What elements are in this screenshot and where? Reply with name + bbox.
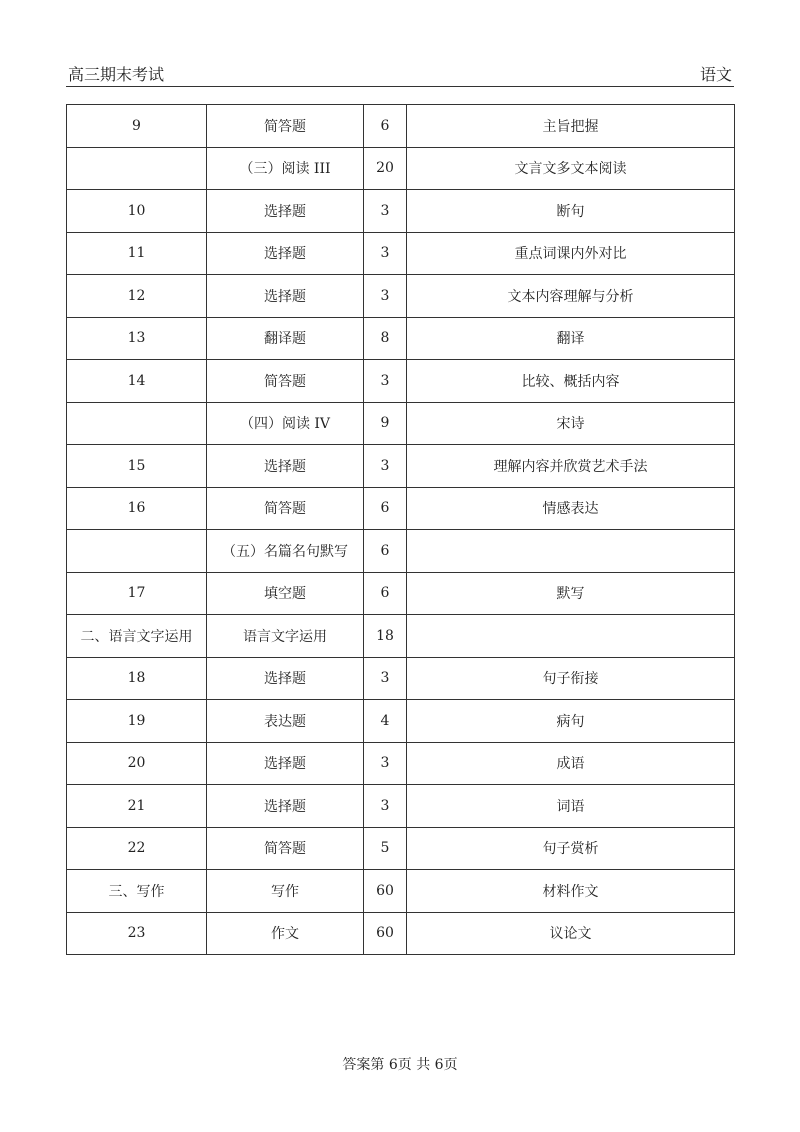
question-type-cell: （五）名篇名句默写 xyxy=(207,530,364,573)
table-row xyxy=(67,317,735,360)
table-row xyxy=(67,190,735,233)
score-cell: 3 xyxy=(364,275,407,318)
question-type-cell: 选择题 xyxy=(207,785,364,828)
subject-label: 语文 xyxy=(699,65,732,84)
content-cell: 主旨把握 xyxy=(407,105,735,148)
score-cell: 20 xyxy=(364,147,407,190)
question-number-cell: 9 xyxy=(67,105,207,148)
table-row xyxy=(67,827,735,870)
question-number-cell: 17 xyxy=(67,572,207,615)
question-number-cell xyxy=(67,147,207,190)
question-type-cell: 简答题 xyxy=(207,105,364,148)
content-cell: 句子赏析 xyxy=(407,827,735,870)
table-row xyxy=(67,232,735,275)
question-type-cell: 写作 xyxy=(207,870,364,913)
question-type-cell: 简答题 xyxy=(207,487,364,530)
exam-spec-table xyxy=(66,104,735,955)
exam-title: 高三期末考试 xyxy=(68,65,165,84)
question-type-cell: 选择题 xyxy=(207,657,364,700)
score-cell: 6 xyxy=(364,105,407,148)
question-number-cell: 15 xyxy=(67,445,207,488)
content-cell: 情感表达 xyxy=(407,487,735,530)
table-row xyxy=(67,530,735,573)
score-cell: 60 xyxy=(364,870,407,913)
question-type-cell: 选择题 xyxy=(207,275,364,318)
question-type-cell: 选择题 xyxy=(207,190,364,233)
table-body xyxy=(67,105,735,955)
table-row xyxy=(67,870,735,913)
table-row xyxy=(67,742,735,785)
content-cell: 句子衔接 xyxy=(407,657,735,700)
score-cell: 3 xyxy=(364,360,407,403)
question-type-cell: 选择题 xyxy=(207,232,364,275)
score-cell: 6 xyxy=(364,530,407,573)
table-row xyxy=(67,402,735,445)
question-number-cell: 三、写作 xyxy=(67,870,207,913)
content-cell: 文言文多文本阅读 xyxy=(407,147,735,190)
table-row xyxy=(67,360,735,403)
question-type-cell: 选择题 xyxy=(207,742,364,785)
content-cell: 理解内容并欣赏艺术手法 xyxy=(407,445,735,488)
question-type-cell: 简答题 xyxy=(207,827,364,870)
score-cell: 3 xyxy=(364,232,407,275)
table-row xyxy=(67,572,735,615)
question-number-cell: 19 xyxy=(67,700,207,743)
question-type-cell: （三）阅读 III xyxy=(207,147,364,190)
table-row xyxy=(67,147,735,190)
question-number-cell: 10 xyxy=(67,190,207,233)
content-cell: 断句 xyxy=(407,190,735,233)
question-number-cell: 20 xyxy=(67,742,207,785)
page-header xyxy=(66,58,734,87)
content-cell: 重点词课内外对比 xyxy=(407,232,735,275)
table-row xyxy=(67,105,735,148)
content-cell xyxy=(407,615,735,658)
question-number-cell: 22 xyxy=(67,827,207,870)
table-row xyxy=(67,700,735,743)
question-number-cell: 21 xyxy=(67,785,207,828)
question-number-cell xyxy=(67,530,207,573)
question-type-cell: （四）阅读 IV xyxy=(207,402,364,445)
question-type-cell: 语言文字运用 xyxy=(207,615,364,658)
content-cell: 比较、概括内容 xyxy=(407,360,735,403)
question-number-cell: 12 xyxy=(67,275,207,318)
score-cell: 4 xyxy=(364,700,407,743)
content-cell: 默写 xyxy=(407,572,735,615)
question-number-cell: 16 xyxy=(67,487,207,530)
content-cell xyxy=(407,530,735,573)
score-cell: 3 xyxy=(364,190,407,233)
question-type-cell: 选择题 xyxy=(207,445,364,488)
question-number-cell: 18 xyxy=(67,657,207,700)
score-cell: 9 xyxy=(364,402,407,445)
question-number-cell: 14 xyxy=(67,360,207,403)
page-footer: 答案第 6页 共 6页 xyxy=(342,1057,458,1073)
content-cell: 病句 xyxy=(407,700,735,743)
table-row xyxy=(67,657,735,700)
question-number-cell xyxy=(67,402,207,445)
content-cell: 宋诗 xyxy=(407,402,735,445)
content-cell: 材料作文 xyxy=(407,870,735,913)
content-cell: 议论文 xyxy=(407,912,735,955)
score-cell: 8 xyxy=(364,317,407,360)
score-cell: 3 xyxy=(364,785,407,828)
question-type-cell: 表达题 xyxy=(207,700,364,743)
score-cell: 3 xyxy=(364,445,407,488)
table-row xyxy=(67,615,735,658)
question-type-cell: 填空题 xyxy=(207,572,364,615)
question-number-cell: 二、语言文字运用 xyxy=(67,615,207,658)
table-row xyxy=(67,275,735,318)
table-row xyxy=(67,912,735,955)
content-cell: 成语 xyxy=(407,742,735,785)
question-type-cell: 翻译题 xyxy=(207,317,364,360)
score-cell: 3 xyxy=(364,742,407,785)
score-cell: 3 xyxy=(364,657,407,700)
content-cell: 文本内容理解与分析 xyxy=(407,275,735,318)
question-number-cell: 23 xyxy=(67,912,207,955)
table-row xyxy=(67,487,735,530)
question-number-cell: 13 xyxy=(67,317,207,360)
table-row xyxy=(67,785,735,828)
question-number-cell: 11 xyxy=(67,232,207,275)
content-cell: 翻译 xyxy=(407,317,735,360)
content-cell: 词语 xyxy=(407,785,735,828)
score-cell: 6 xyxy=(364,487,407,530)
score-cell: 60 xyxy=(364,912,407,955)
score-cell: 18 xyxy=(364,615,407,658)
score-cell: 6 xyxy=(364,572,407,615)
table-row xyxy=(67,445,735,488)
question-type-cell: 作文 xyxy=(207,912,364,955)
score-cell: 5 xyxy=(364,827,407,870)
question-type-cell: 简答题 xyxy=(207,360,364,403)
